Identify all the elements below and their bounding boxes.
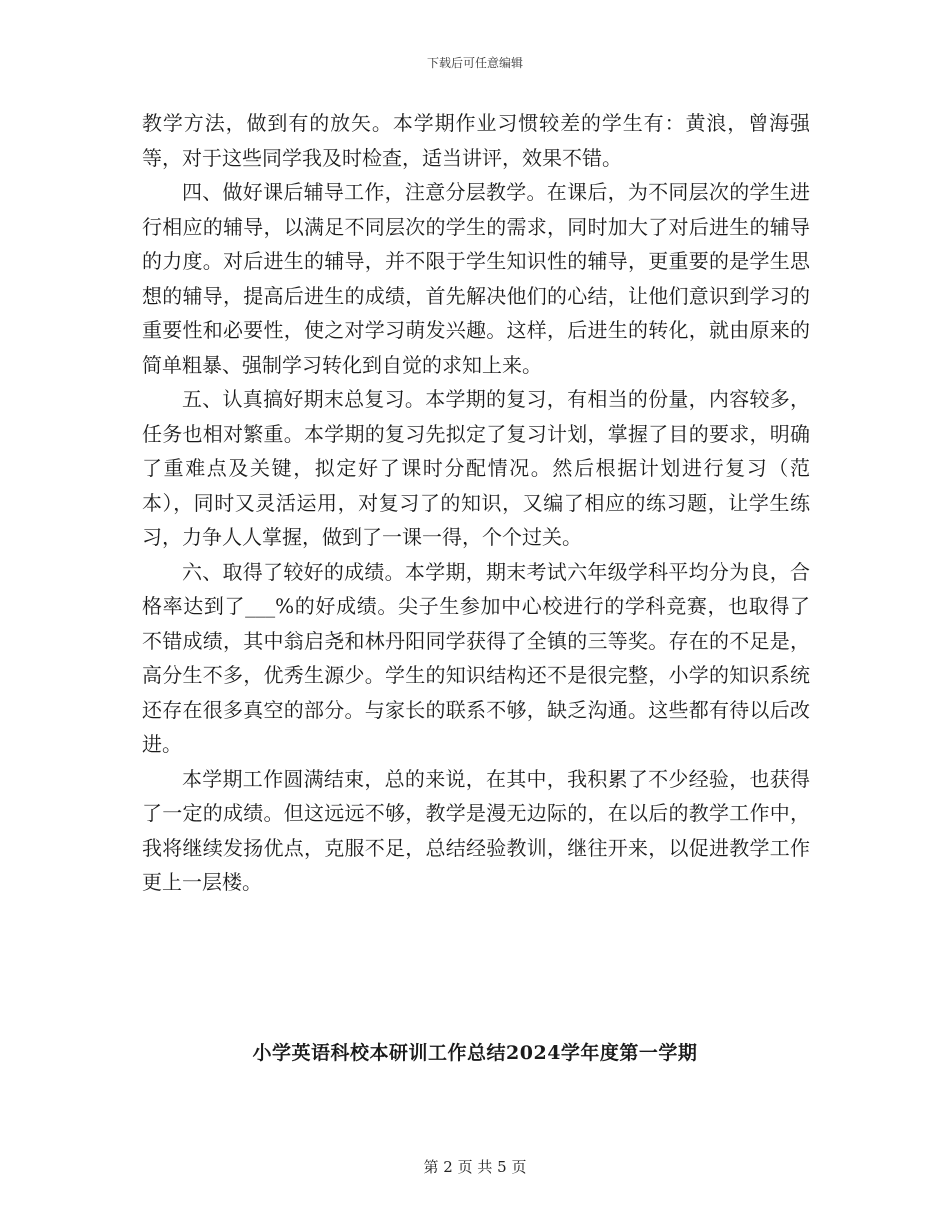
document-body [142, 106, 810, 900]
paragraph-results: 六、取得了较好的成绩。本学期，期末考试六年级学科平均分为良，合格率达到了___%的好成绩。尖子生参加中心校进行的学科竞赛，也取得了不错成绩，其中翁启尧和林丹阳同学获得了全镇的三等奖。存在的不足是，高分生不多，优秀生源少。学生的知识结构还不是很完整，小学的知识系统还存在很多真空的部分。与家长的联系不够，缺乏沟通。这些都有待以后改进。 [142, 559, 810, 756]
paragraph-continuation: 教学方法，做到有的放矢。本学期作业习惯较差的学生有：黄浪，曾海强等，对于这些同学我及时检查，适当讲评，效果不错。 [142, 111, 810, 170]
page-number: 第 2 页 共 5 页 [423, 1158, 527, 1176]
paragraph-conclusion: 本学期工作圆满结束，总的来说，在其中，我积累了不少经验，也获得了一定的成绩。但这远远不够，教学是漫无边际的，在以后的教学工作中，我将继续发扬优点，克服不足，总结经验教训，继往开来，以促进教学工作更上一层楼。 [142, 766, 810, 894]
paragraph-review: 五、认真搞好期末总复习。本学期的复习，有相当的份量，内容较多，任务也相对繁重。本学期的复习先拟定了复习计划，掌握了目的要求，明确了重难点及关键，拟定好了课时分配情况。然后根据计划进行复习（范本），同时又灵活运用，对复习了的知识，又编了相应的练习题，让学生练习，力争人人掌握，做到了一课一得，个个过关。 [142, 387, 810, 549]
paragraph-tutoring: 四、做好课后辅导工作，注意分层教学。在课后，为不同层次的学生进行相应的辅导，以满足不同层次的学生的需求，同时加大了对后进生的辅导的力度。对后进生的辅导，并不限于学生知识性的辅导，更重要的是学生思想的辅导，提高后进生的成绩，首先解决他们的心结，让他们意识到学习的重要性和必要性，使之对学习萌发兴趣。这样，后进生的转化，就由原来的简单粗暴、强制学习转化到自觉的求知上来。 [142, 180, 810, 377]
document-title: 小学英语科校本研训工作总结2024学年度第一学期 [252, 1042, 698, 1064]
page-header: 下载后可任意编辑 [426, 56, 523, 70]
